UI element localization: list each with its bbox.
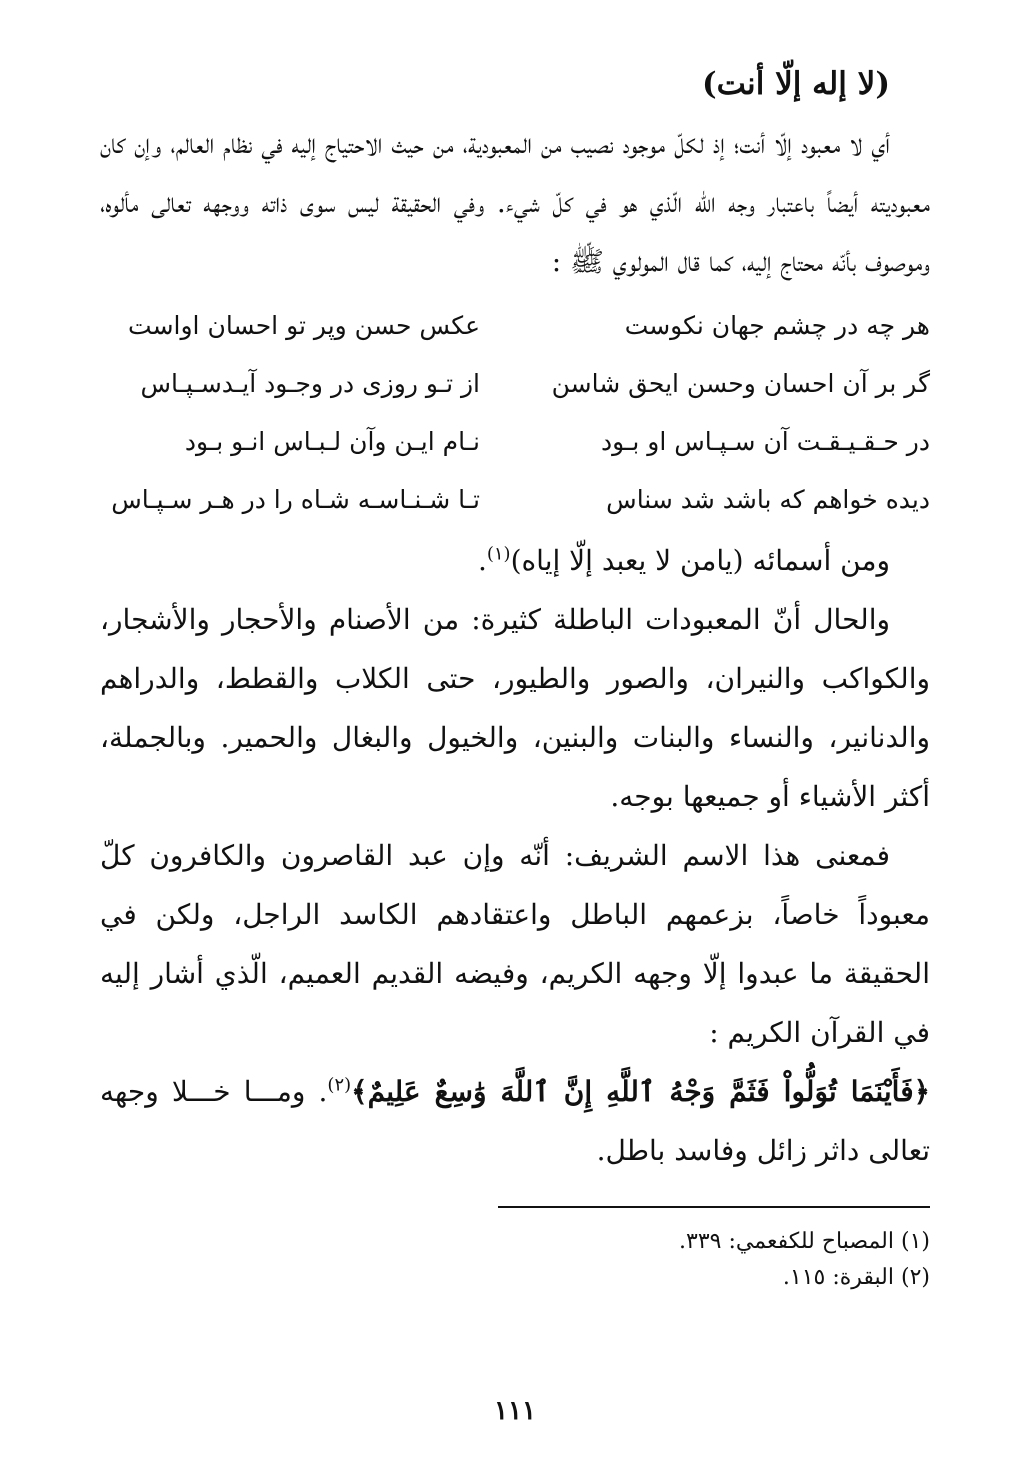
footnote-1: (١) المصباح للكفعمي: ٣٣٩. <box>679 1229 930 1254</box>
quran-verse: ﴿فَأَيْنَمَا تُوَلُّواْ فَثَمَّ وَجْهُ ٱللَّهِ إِنَّ ٱللَّهَ وَٰسِعٌ عَلِيمٌ﴾ <box>351 1075 930 1108</box>
verse-first-hemistich: گر بر آن احسان وحسن ايحق شاسن <box>551 369 930 398</box>
footnote-ref-2: (٢) <box>327 1074 352 1096</box>
footnote-divider <box>498 1206 930 1208</box>
names-text: ومن أسمائه (يامن لا يعبد إلّا إياه) <box>510 544 890 577</box>
quran-continuation: . ومـــا خـــلا وجهه تعالى داثر زائل وفاسد باطل. <box>100 1075 930 1167</box>
footnote-ref-1: (١) <box>486 543 511 565</box>
verse-first-hemistich: هر چه در چشم جهان نكوست <box>624 311 930 340</box>
paragraph-quran <box>100 1062 930 1180</box>
verse-line <box>100 413 930 471</box>
paragraph-false-deities: والحال أنّ المعبودات الباطلة كثيرة: من الأصنام والأحجار والأشجار، والكواكب والنيران، والصور والطيور، حتى الكلاب والقطط، والدراهم والدنانير، والنساء والبنات والبنين، والخيول والبغال والحمير. وبالجملة، أكثر الأشياء أو جميعها بوجه. <box>100 603 930 813</box>
paragraph-names <box>100 531 930 590</box>
verse-line <box>100 297 930 355</box>
paragraph-intro: أي لا معبود إلّا أنت؛ إذ لكلّ موجود نصيب من المعبودية، من حيث الاحتياج إليه في نظام العالم، وإن كان معبوديته أيضاً باعتبار وجه الله الّذي هو في كلّ شيء. وفي الحقيقة ليس سوى ذاته ووجهه تعالى مألوه، وموصوف بأنّه محتاج إليه، كما قال المولوي ﷺ : <box>100 127 930 278</box>
names-end: . <box>477 544 487 577</box>
verse-second-hemistich: از تـو روزى در وجـود آيـدسـپـاس <box>140 369 480 398</box>
verse-line <box>100 471 930 529</box>
persian-verses <box>100 297 930 529</box>
page-number: ١١١ <box>494 1396 536 1426</box>
verse-second-hemistich: عكس حسن وپر تو احسان اواست <box>128 311 480 340</box>
footnote-2: (٢) البقرة: ١١٥. <box>782 1265 930 1290</box>
paragraph-meaning: فمعنى هذا الاسم الشريف: أنّه وإن عبد القاصرون والكافرون كلّ معبوداً خاصاً، بزعمهم الباطل واعتقادهم الكاسد الراجل، ولكن في الحقيقة ما عبدوا إلّا وجهه الكريم، وفيضه القديم العميم، الّذي أشار إليه في القرآن الكريم : <box>100 839 930 1049</box>
verse-first-hemistich: ديده خواهم كه باشد شد سناس <box>606 485 930 514</box>
section-heading: (لا إله إلّا أنت) <box>701 66 890 102</box>
verse-second-hemistich: تـا شـنـاسـه شـاه را در هـر سـپـاس <box>111 485 480 514</box>
verse-second-hemistich: نـام ايـن وآن لـبـاس انـو بـود <box>184 427 480 456</box>
verse-line <box>100 355 930 413</box>
verse-first-hemistich: در حـقـيـقـت آن سـپـاس او بـود <box>600 427 930 456</box>
